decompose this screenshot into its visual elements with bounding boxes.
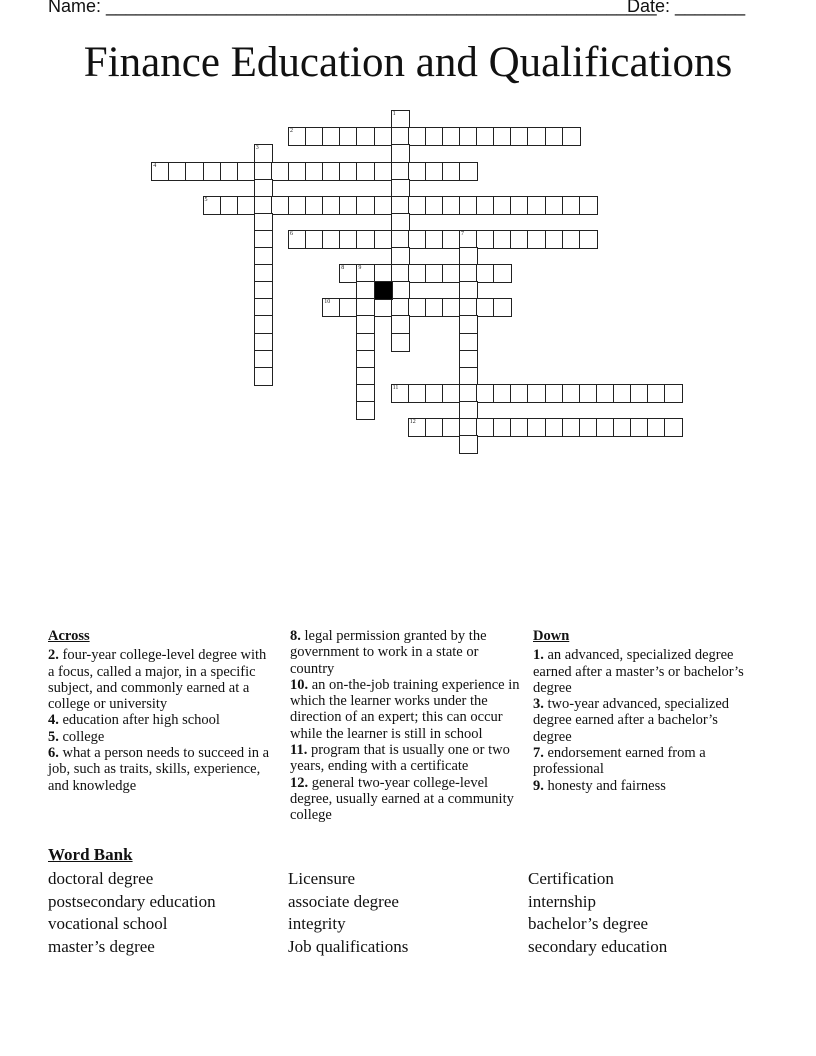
clue-number: 3. — [533, 696, 544, 713]
clue-number: 7. — [533, 745, 544, 762]
clue-down-7 — [533, 745, 755, 778]
word-bank-word: vocational school — [48, 914, 168, 934]
clue-number-label: 5 — [204, 196, 208, 203]
crossword-cell[interactable] — [391, 333, 410, 352]
clue-across-8 — [290, 628, 522, 677]
word-bank-column-2 — [288, 868, 408, 959]
crossword-cell[interactable] — [356, 401, 375, 420]
crossword-cell[interactable] — [664, 418, 683, 437]
clue-number-label: 9 — [358, 265, 362, 272]
clue-number-label: 7 — [461, 230, 464, 237]
clue-number-label: 10 — [324, 299, 331, 306]
word-bank-word: postsecondary education — [48, 891, 216, 911]
clue-number: 5. — [48, 728, 59, 745]
clue-across-6 — [48, 745, 270, 794]
down-clues-column — [533, 628, 755, 794]
clue-text: legal permission granted by the government to work in a state or country — [290, 628, 487, 677]
clue-number-label: 4 — [153, 162, 157, 169]
page-title: Finance Education and Qualifications — [83, 39, 733, 86]
clue-text: honesty and fairness — [543, 777, 666, 794]
clue-text: general two-year college-level degree, usually earned at a community college — [290, 774, 514, 824]
word-bank-word: Licensure — [288, 869, 356, 888]
crossword-cell[interactable] — [664, 384, 683, 403]
clue-across-2 — [48, 647, 270, 712]
word-bank-word: integrity — [288, 914, 346, 934]
crossword-cell[interactable] — [459, 435, 478, 454]
across-heading: Across — [48, 628, 90, 644]
clue-number: 2. — [48, 647, 59, 664]
word-bank-word: associate degree — [288, 891, 399, 911]
clue-text: education after high school — [58, 712, 220, 729]
word-bank-word: Job qualifications — [288, 937, 409, 957]
date-field[interactable]: Date: _______ — [627, 0, 746, 16]
crossword-cell[interactable] — [579, 230, 598, 249]
clue-number: 12. — [290, 774, 309, 791]
clue-text: program that is usually one or two years, ending with a certificate — [290, 742, 510, 775]
clue-text: two-year advanced, specialized degree earned after a bachelor’s degree — [533, 696, 730, 745]
crossword-cell[interactable] — [493, 298, 512, 317]
clue-number-label: 1 — [392, 111, 396, 118]
clue-number: 10. — [290, 676, 309, 693]
word-bank-word: internship — [528, 891, 596, 911]
down-heading: Down — [533, 628, 570, 644]
clue-across-4 — [48, 712, 270, 728]
crossword-cell[interactable] — [254, 367, 273, 386]
clue-text: an on-the-job training experience in which the learner works under the direction of an expert; this can occur while the learner is still in school — [290, 676, 520, 742]
clue-down-1 — [533, 647, 755, 696]
clue-number: 1. — [533, 647, 544, 664]
clue-number: 11. — [290, 742, 308, 759]
clue-number: 6. — [48, 745, 59, 762]
word-bank-word: master’s degree — [48, 937, 155, 957]
crossword-grid — [0, 0, 816, 470]
clue-text: an advanced, specialized degree earned after a master’s or bachelor’s degree — [533, 647, 744, 696]
crossword-cell[interactable] — [562, 127, 581, 146]
crossword-cell[interactable] — [459, 162, 478, 181]
clue-number-label: 11 — [392, 384, 399, 391]
clue-number: 4. — [48, 712, 59, 729]
clue-number-label: 12 — [409, 419, 416, 425]
crossword-cell[interactable] — [579, 196, 598, 215]
clue-number-label: 3 — [255, 145, 259, 152]
clue-number-label: 6 — [290, 230, 293, 237]
clue-number-label: 8 — [341, 265, 345, 272]
clue-number-label: 2 — [290, 128, 293, 135]
clue-across-12 — [290, 775, 522, 824]
word-bank-word: bachelor’s degree — [528, 914, 649, 934]
clue-across-11 — [290, 742, 522, 775]
word-bank-word: Certification — [528, 869, 614, 888]
clue-across-10 — [290, 677, 522, 742]
clue-across-5 — [48, 729, 270, 745]
clue-text: four-year college-level degree with a focus, called a major, in a specific subject, and commonly earned at a college or university — [48, 647, 267, 713]
word-bank-word: doctoral degree — [48, 869, 154, 888]
crossword-cell[interactable] — [493, 264, 512, 283]
across-clues-column — [48, 628, 270, 794]
word-bank-heading: Word Bank — [48, 845, 133, 864]
name-field[interactable]: Name: _______________________________________________________ — [48, 0, 657, 16]
crossword-black-cell — [374, 281, 393, 300]
clue-number: 9. — [533, 777, 544, 794]
clue-text: what a person needs to succeed in a job, such as traits, skills, experience, and knowledge — [48, 745, 270, 794]
clue-down-3 — [533, 696, 755, 745]
clue-down-9 — [533, 778, 755, 794]
word-bank-word: secondary education — [528, 937, 668, 957]
across-clues-continued — [290, 628, 522, 824]
clue-text: endorsement earned from a professional — [533, 745, 706, 778]
clue-number: 8. — [290, 628, 301, 644]
word-bank-column-3 — [528, 868, 667, 959]
word-bank-column-1 — [48, 868, 216, 959]
clue-text: college — [58, 728, 105, 745]
